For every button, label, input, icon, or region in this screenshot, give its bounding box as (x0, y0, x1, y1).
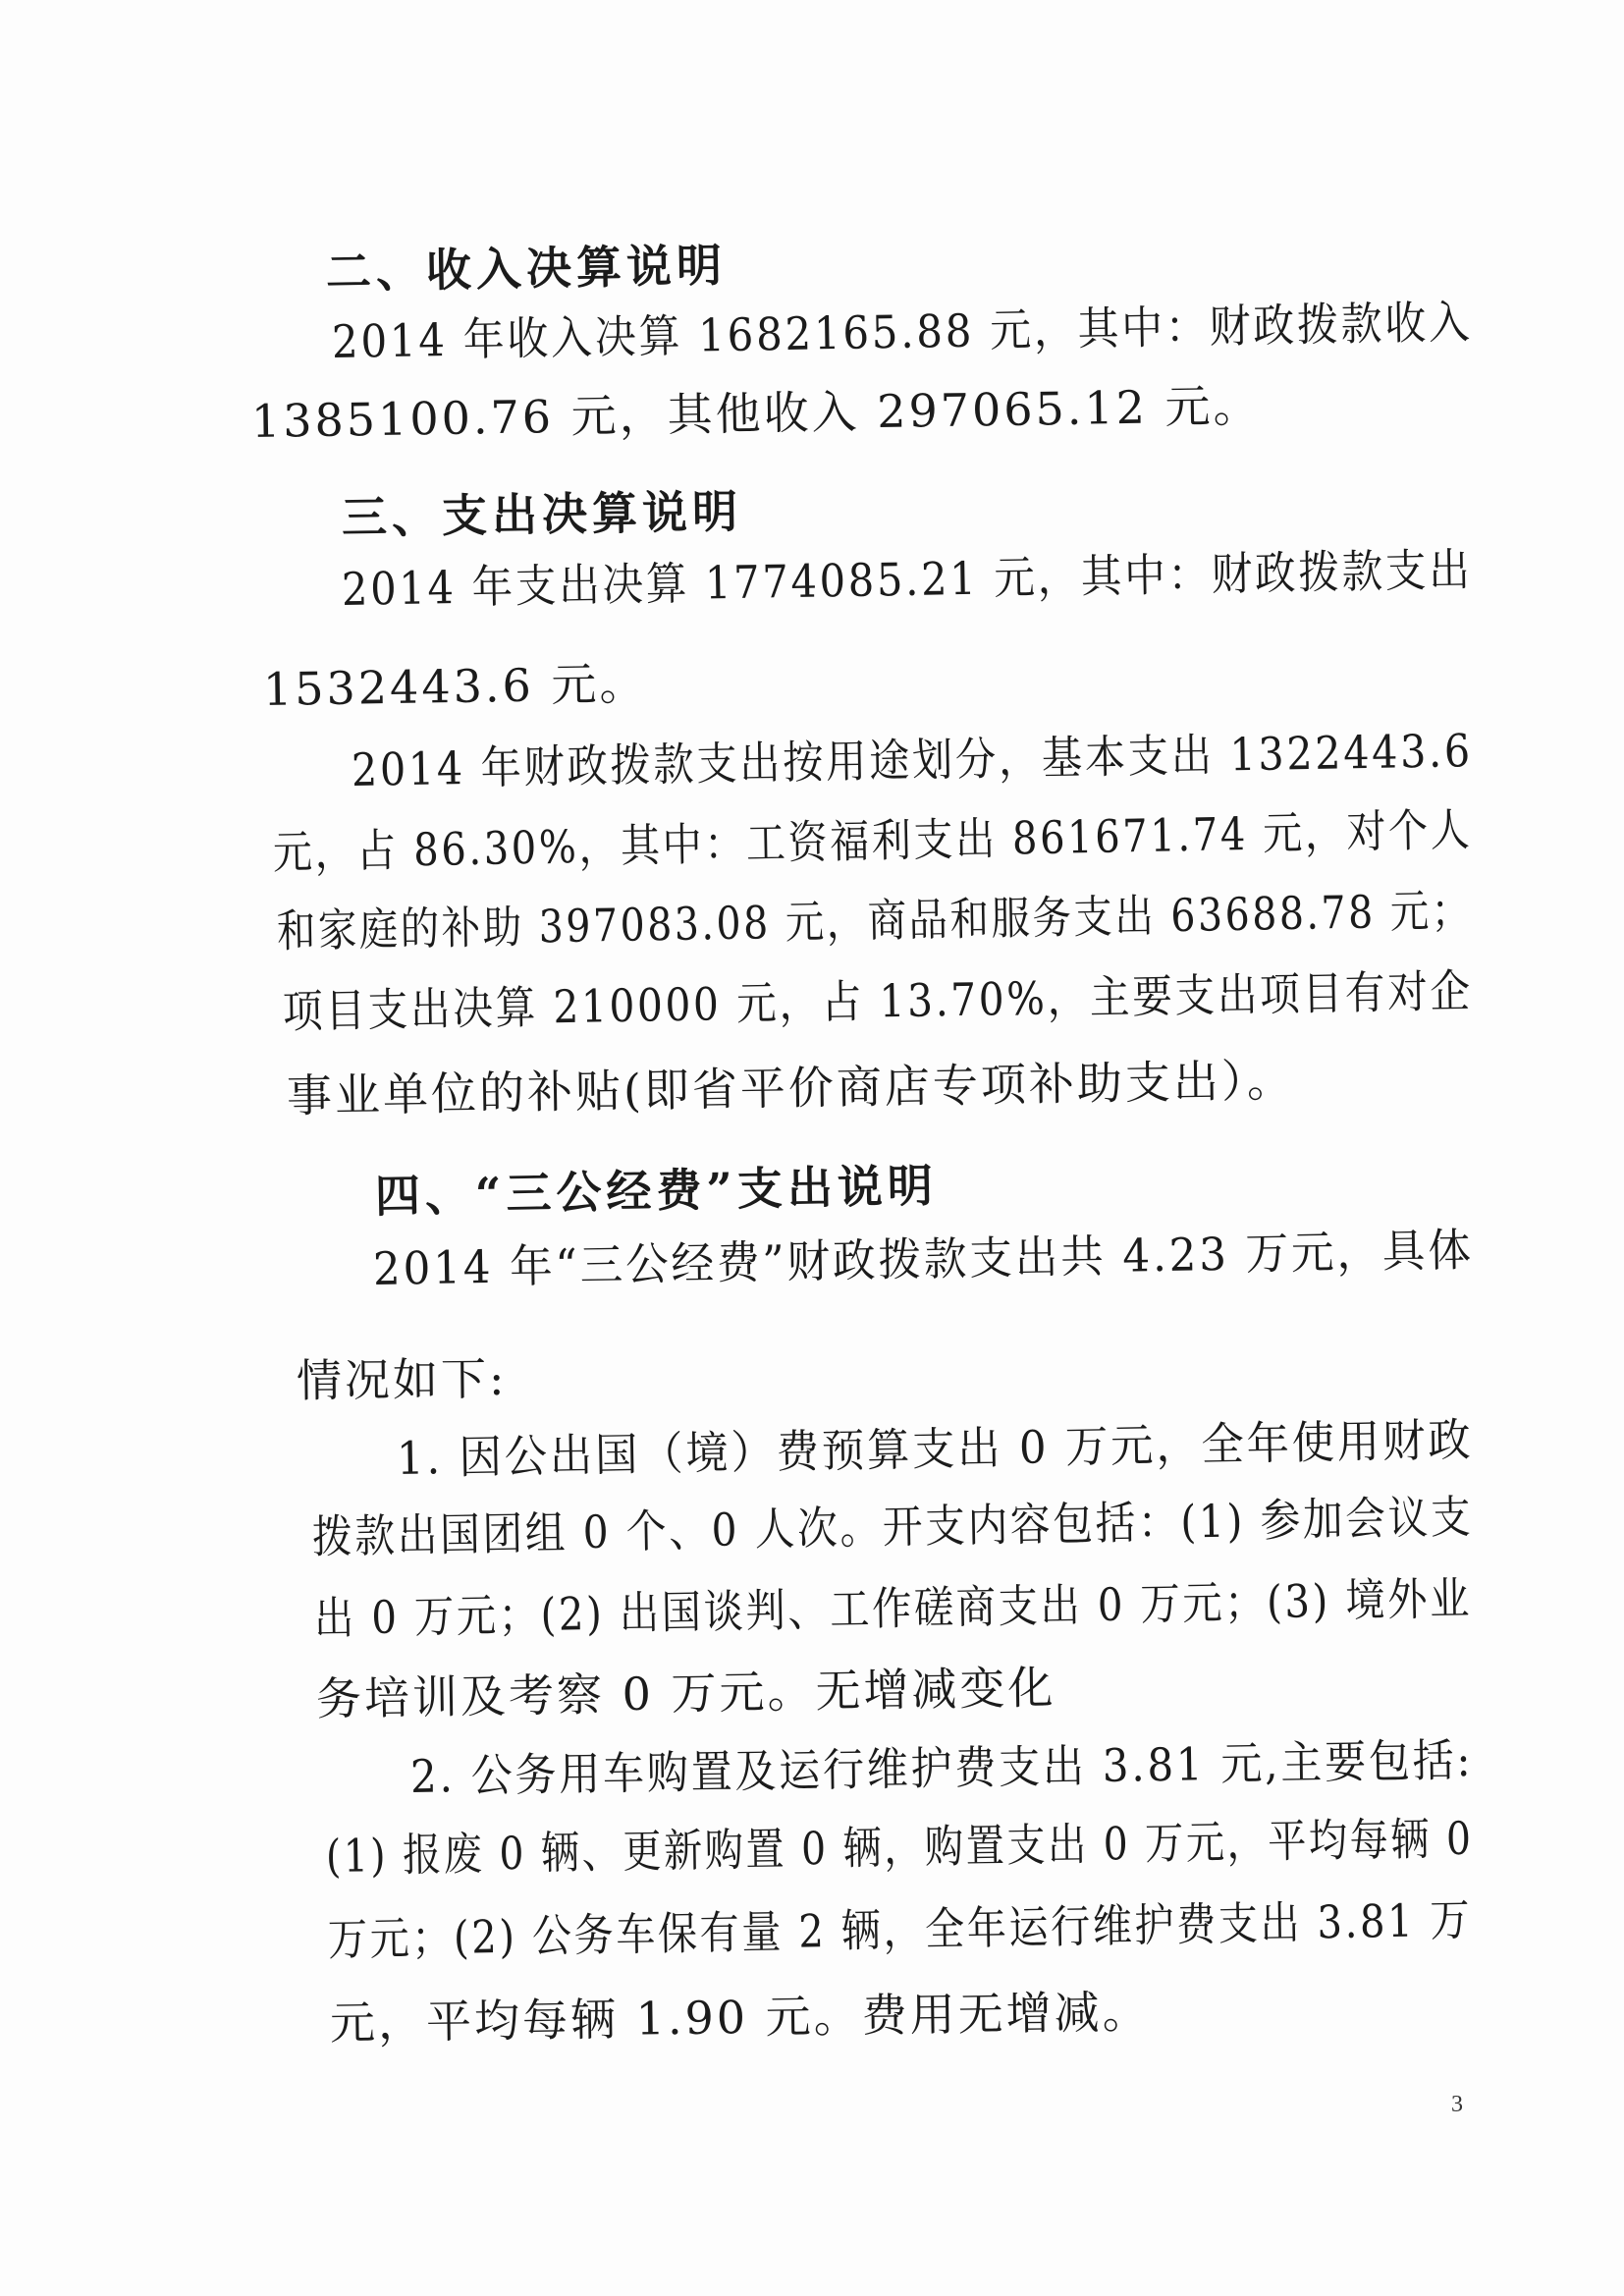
paragraph-line: 元，平均每辆 1.90 元。费用无增减。 (329, 1985, 1151, 2050)
paragraph-line: 情况如下: (296, 1351, 508, 1407)
paragraph-line: 出 0 万元；(2) 出国谈判、工作磋商支出 0 万元；(3) 境外业 (313, 1571, 1473, 1645)
page-number: 3 (1451, 2092, 1463, 2117)
paragraph-line: 项目支出决算 210000 元，占 13.70%，主要支出项目有对企 (282, 963, 1474, 1038)
paragraph-line: 2. 公务用车购置及运行维护费支出 3.81 元,主要包括: (409, 1733, 1474, 1803)
paragraph-line: 1385100.76 元，其他收入 297065.12 元。 (250, 378, 1262, 448)
paragraph-line: 万元；(2) 公务车保有量 2 辆，全年运行维护费支出 3.81 万 (327, 1892, 1473, 1966)
paragraph-line: 元，占 86.30%，其中：工资福利支出 861671.74 元，对个人 (272, 802, 1473, 879)
paragraph-line: 1. 因公出国（境）费预算支出 0 万元，全年使用财政 (396, 1412, 1474, 1485)
paragraph-line: 和家庭的补助 397083.08 元，商品和服务支出 63688.78 元； (276, 883, 1474, 957)
section-heading-three-public-expenses: 四、“三公经费”支出说明 (374, 1159, 939, 1223)
paragraph-line: 事业单位的补贴(即省平价商店专项补助支出）。 (286, 1053, 1296, 1122)
paragraph-line: 2014 年收入决算 1682165.88 元，其中：财政拨款收入 (331, 295, 1474, 368)
paragraph-line: 2014 年财政拨款支出按用途划分，基本支出 1322443.6 (351, 724, 1474, 796)
section-heading-income: 二、收入决算说明 (325, 238, 728, 299)
paragraph-line: 2014 年“三公经费”财政拨款支出共 4.23 万元，具体 (372, 1223, 1475, 1295)
paragraph-line: 拨款出国团组 0 个、0 人次。开支内容包括：(1) 参加会议支 (311, 1490, 1474, 1563)
section-heading-expenditure: 三、支出决算说明 (341, 484, 743, 544)
paragraph-line: 1532443.6 元。 (262, 656, 648, 716)
paragraph-line: (1) 报废 0 辆、更新购置 0 辆，购置支出 0 万元，平均每辆 0 (325, 1811, 1474, 1883)
paragraph-line: 务培训及考察 0 万元。无增减变化 (315, 1661, 1056, 1725)
paragraph-line: 2014 年支出决算 1774085.21 元，其中：财政拨款支出 (341, 542, 1473, 616)
